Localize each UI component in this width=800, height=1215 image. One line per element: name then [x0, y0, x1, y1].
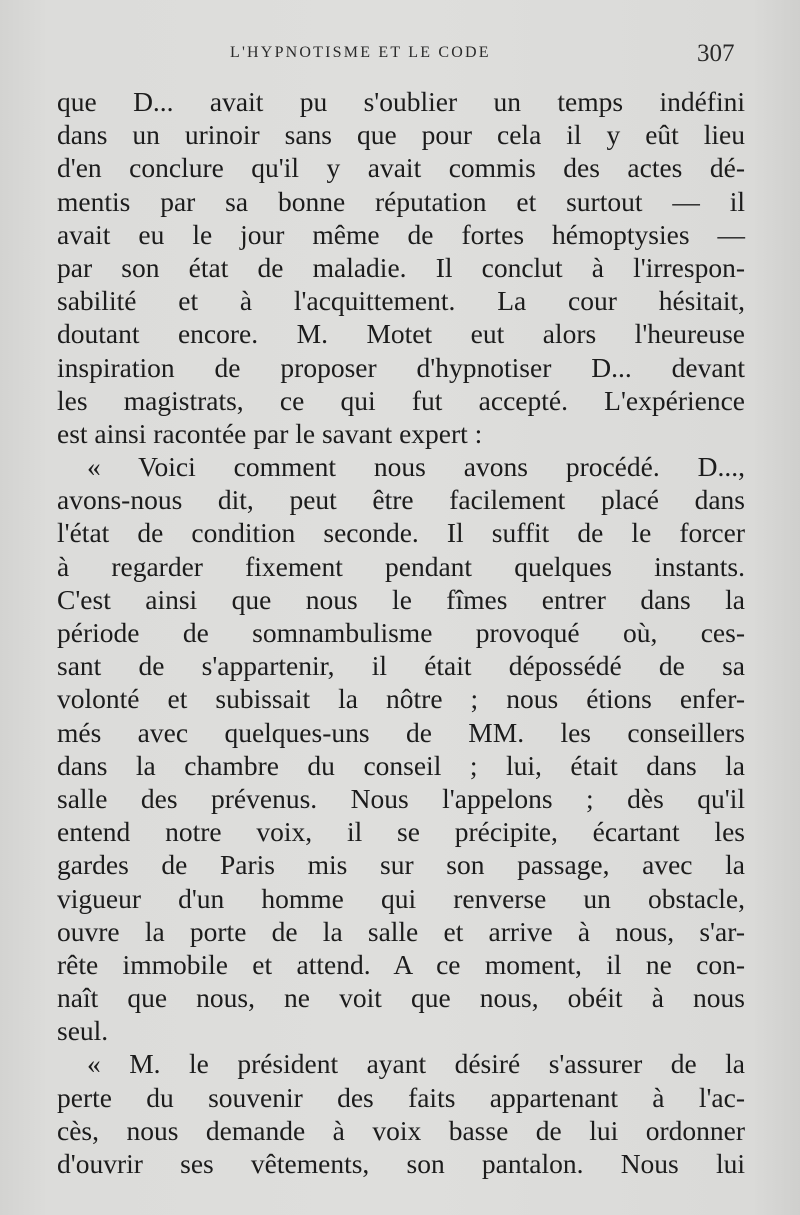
text-line: d'en conclure qu'il y avait commis des actes dé-	[57, 152, 745, 184]
text-line: à regarder fixement pendant quelques instants.	[57, 550, 745, 582]
text-line: inspiration de proposer d'hypnotiser D... devant	[57, 351, 745, 383]
text-line: d'ouvrir ses vêtements, son pantalon. Nous lui	[57, 1148, 745, 1179]
text-line: par son état de maladie. Il conclut à l'irrespon-	[57, 251, 745, 283]
text-line: volonté et subissait la nôtre ; nous étions enfer-	[57, 683, 745, 715]
text-line: sabilité et à l'acquittement. La cour hésitait,	[57, 285, 745, 317]
text-line: naît que nous, ne voit que nous, obéit à nous	[57, 982, 745, 1014]
text-line: cès, nous demande à voix basse de lui ordonner	[57, 1114, 745, 1146]
text-line: les magistrats, ce qui fut accepté. L'expérience	[57, 384, 745, 416]
text-line: dans un urinoir sans que pour cela il y eût lieu	[57, 119, 745, 151]
text-line: ouvre la porte de la salle et arrive à nous, s'ar-	[57, 915, 745, 947]
text-line: que D... avait pu s'oublier un temps indéfini	[57, 86, 745, 117]
text-line: gardes de Paris mis sur son passage, avec la	[57, 849, 745, 881]
text-line: dans la chambre du conseil ; lui, était dans la	[57, 749, 745, 781]
text-line: avons-nous dit, peut être facilement placé dans	[57, 484, 745, 516]
text-line: entend notre voix, il se précipite, écartant les	[57, 816, 745, 848]
running-title: L'HYPNOTISME ET LE CODE	[230, 44, 491, 61]
text-line: « Voici comment nous avons procédé. D...,	[87, 451, 745, 483]
body-text	[57, 85, 745, 1180]
text-line: avait eu le jour même de fortes hémoptysies —	[57, 218, 745, 250]
text-line: vigueur d'un homme qui renverse un obstacle,	[57, 882, 745, 914]
text-line: més avec quelques-uns de MM. les conseillers	[57, 716, 745, 748]
text-line: seul.	[57, 1015, 109, 1047]
text-line: rête immobile et attend. A ce moment, il ne con-	[57, 948, 745, 980]
text-line: mentis par sa bonne réputation et surtout — il	[57, 185, 745, 217]
text-line: « M. le président ayant désiré s'assurer de la	[87, 1048, 745, 1080]
page-header	[0, 42, 800, 72]
text-line: période de somnambulisme provoqué où, ces-	[57, 617, 745, 648]
text-line: doutant encore. M. Motet eut alors l'heureuse	[57, 318, 745, 350]
text-line: l'état de condition seconde. Il suffit de le forcer	[57, 517, 745, 549]
page-number: 307	[697, 40, 735, 67]
text-line: salle des prévenus. Nous l'appelons ; dès qu'il	[57, 782, 745, 814]
text-line: C'est ainsi que nous le fîmes entrer dans la	[57, 583, 745, 615]
text-line: perte du souvenir des faits appartenant à l'ac-	[57, 1081, 745, 1113]
text-line: est ainsi racontée par le savant expert :	[57, 417, 483, 449]
text-line: sant de s'appartenir, il était dépossédé de sa	[57, 650, 745, 682]
